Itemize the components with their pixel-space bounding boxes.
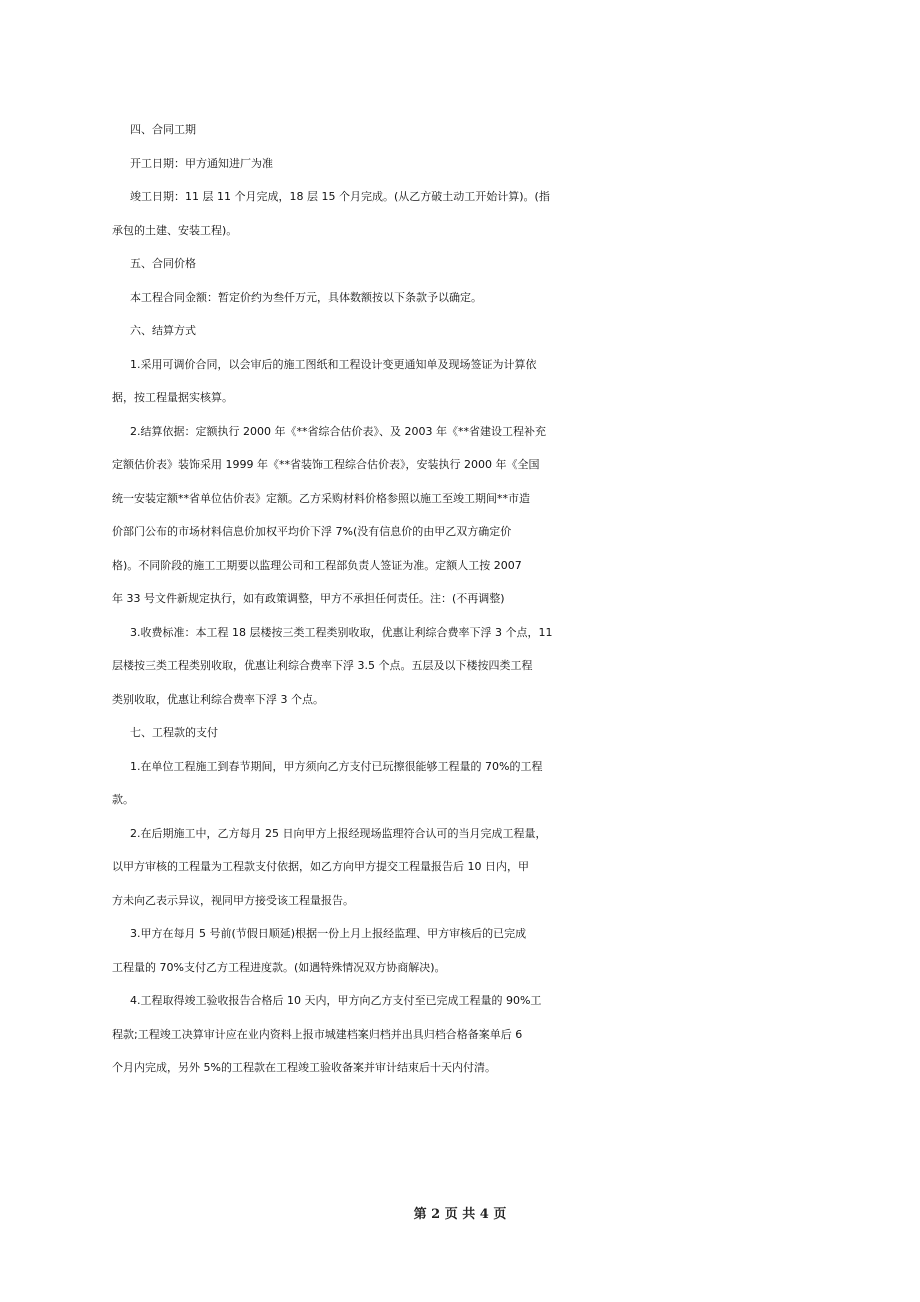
page-footer: 第 2 页 共 4 页 xyxy=(413,1207,507,1222)
document-line: 开工日期：甲方通知进厂为准 xyxy=(130,156,273,170)
document-line: 五、合同价格 xyxy=(130,257,196,270)
document-line: 年 33 号文件新规定执行，如有政策调整，甲方不承担任何责任。注：(不再调整) xyxy=(112,592,505,605)
document-body xyxy=(112,113,812,1085)
document-line: 个月内完成，另外 5%的工程款在工程竣工验收备案并审计结束后十天内付清。 xyxy=(112,1061,496,1074)
document-line: 以甲方审核的工程量为工程款支付依据，如乙方向甲方提交工程量报告后 10 日内，甲 xyxy=(112,860,529,873)
document-line: 本工程合同金额：暂定价约为叁仟万元，具体数额按以下条款予以确定。 xyxy=(130,290,482,304)
document-line: 程款;工程竣工决算审计应在业内资料上报市城建档案归档并出具归档合格备案单后 6 xyxy=(112,1027,523,1041)
document-line: 七、工程款的支付 xyxy=(130,726,218,739)
document-line: 承包的土建、安装工程)。 xyxy=(112,223,238,237)
document-line: 2.结算依据：定额执行 2000 年《**省综合估价表》、及 2003 年《**省建设工程补充 xyxy=(130,424,546,438)
document-line: 四、合同工期 xyxy=(130,123,196,136)
document-line: 统一安装定额**省单位估价表》定额。乙方采购材料价格参照以施工至竣工期间**市造 xyxy=(112,491,530,505)
document-line: 款。 xyxy=(112,793,134,806)
document-line: 六、结算方式 xyxy=(130,324,196,337)
document-line: 层楼按三类工程类别收取，优惠让利综合费率下浮 3.5 个点。五层及以下楼按四类工程 xyxy=(112,659,533,672)
document-line: 1.在单位工程施工到春节期间，甲方须向乙方支付已玩擦很能够工程量的 70%的工程 xyxy=(130,759,543,773)
document-line: 3.收费标准：本工程 18 层楼按三类工程类别收取，优惠让利综合费率下浮 3 个点，11 xyxy=(130,625,553,639)
document-line: 工程量的 70%支付乙方工程进度款。(如遇特殊情况双方协商解决)。 xyxy=(112,960,446,974)
document-line: 2.在后期施工中，乙方每月 25 日向甲方上报经现场监理符合认可的当月完成工程量， xyxy=(130,826,547,840)
document-line: 竣工日期：11 层 11 个月完成，18 层 15 个月完成。(从乙方破土动工开始计算)。(指 xyxy=(130,190,550,203)
document-line: 3.甲方在每月 5 号前(节假日顺延)根据一份上月上报经监理、甲方审核后的已完成 xyxy=(130,927,527,940)
document-line: 方未向乙表示异议，视同甲方接受该工程量报告。 xyxy=(112,893,354,907)
document-line: 定额估价表》装饰采用 1999 年《**省装饰工程综合估价表》，安装执行 2000 年《全国 xyxy=(112,458,540,471)
document-line: 格)。不同阶段的施工工期要以监理公司和工程部负责人签证为准。定额人工按 2007 xyxy=(112,558,522,572)
document-line: 类别收取，优惠让利综合费率下浮 3 个点。 xyxy=(112,692,324,706)
document-line: 价部门公布的市场材料信息价加权平均价下浮 7%(没有信息价的由甲乙双方确定价 xyxy=(112,525,512,538)
document-line: 4.工程取得竣工验收报告合格后 10 天内，甲方向乙方支付至已完成工程量的 90%工 xyxy=(130,994,542,1007)
document-line: 1.采用可调价合同，以会审后的施工图纸和工程设计变更通知单及现场签证为计算依 xyxy=(130,357,537,371)
document-line: 据，按工程量据实核算。 xyxy=(112,391,233,404)
